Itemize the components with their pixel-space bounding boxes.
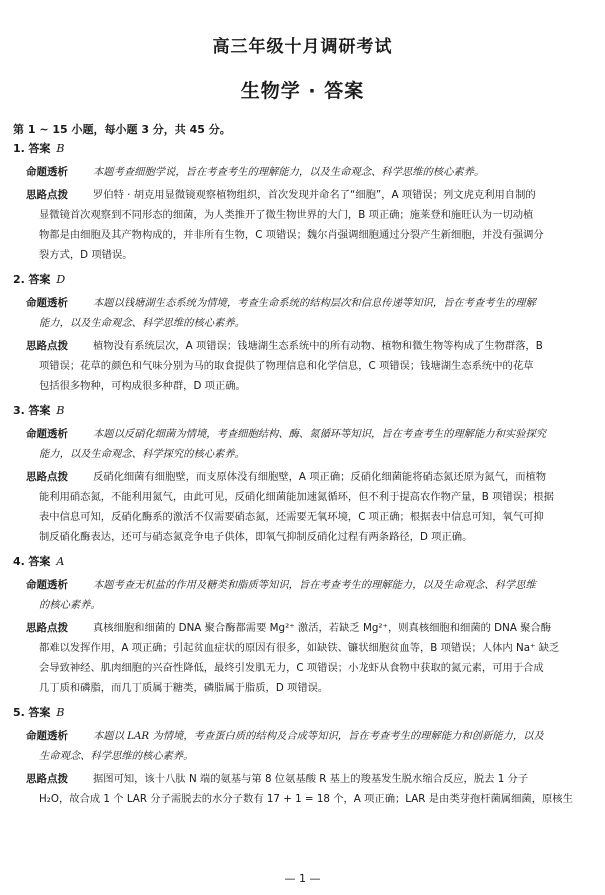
intent-paragraph [13, 575, 593, 615]
question-number: 5. [13, 706, 25, 719]
text-line: 本题考查细胞学说，旨在考查考生的理解能力，以及生命观念、科学思维的核心素养。 [93, 166, 485, 178]
answer-line [13, 402, 593, 420]
answer-label: 答案 [28, 404, 51, 417]
text-line: 据图可知，该十八肽 N 端的氨基与第 8 位氨基酸 R 基上的羧基发生脱水缩合反应，脱去 1 分子 [93, 773, 529, 785]
question-block [13, 553, 593, 698]
hint-paragraph-label: 思路点拨 [26, 189, 68, 201]
hint-paragraph [13, 336, 593, 396]
intent-paragraph [13, 726, 593, 766]
text-line: 物都是由细胞及其产物构成的，并非所有生物，C 项错误；魏尔肖强调细胞通过分裂产生新细胞，并没有强调分 [39, 229, 544, 241]
question-number: 3. [13, 404, 25, 417]
section-intro: 第 1 ~ 15 小题，每小题 3 分，共 45 分。 [13, 123, 231, 136]
hint-paragraph-label: 思路点拨 [26, 471, 68, 483]
text-line: 项错误；花草的颜色和气味分别为马的取食提供了物理信息和化学信息，C 项错误；钱塘湖生态系统中的花草 [39, 360, 534, 372]
intent-paragraph [13, 293, 593, 333]
text-line: 能力，以及生命观念、科学思维的核心素养。 [39, 317, 245, 329]
text-line: 包括很多物种，可构成很多种群，D 项正确。 [39, 380, 246, 392]
answer-choice: B [56, 706, 65, 719]
hint-paragraph-label: 思路点拨 [26, 622, 68, 634]
text-line: 真核细胞和细菌的 DNA 聚合酶都需要 Mg²⁺ 激活，若缺乏 Mg²⁺，则真核细胞和细菌的 DNA 聚合酶 [93, 622, 552, 634]
text-line: 能利用硝态氮，不能利用氮气，由此可见，反硝化细菌能加速氮循环，但不利于提高农作物产量，B 项错误；根据 [39, 491, 554, 503]
exam-title: 高三年级十月调研考试 [212, 37, 393, 57]
answer-label: 答案 [28, 706, 51, 719]
text-line: 显微镜首次观察到不同形态的细菌，为人类推开了微生物世界的大门，B 项正确；施莱登和施旺认为一切动植 [39, 209, 534, 221]
hint-paragraph [13, 185, 593, 265]
question-block [13, 140, 593, 265]
text-line: 都难以发挥作用，A 项正确；引起贫血症状的原因有很多，如缺铁、镰状细胞贫血等，B 项错误；人体内 Na⁺ 缺乏 [39, 642, 560, 654]
text-line: 生命观念、科学思维的核心素养。 [39, 750, 194, 762]
answer-label: 答案 [28, 555, 51, 568]
answer-line [13, 704, 593, 722]
intent-paragraph-text [86, 162, 593, 182]
intent-paragraph-label: 命题透析 [26, 297, 68, 309]
page-number: — 1 — [284, 872, 321, 885]
answer-line [13, 553, 593, 571]
answer-choice: B [56, 142, 65, 155]
hint-paragraph-label: 思路点拨 [26, 340, 68, 352]
question-number: 2. [13, 273, 25, 286]
intent-paragraph-label: 命题透析 [26, 579, 68, 591]
question-number: 1. [13, 142, 25, 155]
question-block [13, 271, 593, 396]
text-line: 会导致神经、肌肉细胞的兴奋性降低，最终引发肌无力，C 项错误；小龙虾从食物中获取的氮元素，可用于合成 [39, 662, 544, 674]
intent-paragraph [13, 162, 593, 182]
text-line: 几丁质和磷脂，而几丁质属于糖类，磷脂属于脂质，D 项错误。 [39, 682, 329, 694]
text-line: 本题以钱塘湖生态系统为情境，考查生命系统的结构层次和信息传递等知识，旨在考查考生的理解 [93, 297, 536, 309]
question-block [13, 402, 593, 547]
text-line: 能力，以及生命观念、科学探究的核心素养。 [39, 448, 245, 460]
question-block [13, 704, 593, 809]
question-number: 4. [13, 555, 25, 568]
answer-line [13, 140, 593, 158]
hint-paragraph [13, 618, 593, 698]
text-line: 制反硝化酶表达，还可与硝态氮竞争电子供体，即氧气抑制反硝化过程有两条路径，D 项正确。 [39, 531, 473, 543]
hint-paragraph-label: 思路点拨 [26, 773, 68, 785]
text-line: 植物没有系统层次，A 项错误；钱塘湖生态系统中的所有动物、植物和微生物等构成了生物群落，B [93, 340, 543, 352]
answer-choice: D [56, 273, 66, 286]
text-line: 裂方式，D 项错误。 [39, 249, 133, 261]
intent-paragraph-label: 命题透析 [26, 428, 68, 440]
text-line: 的核心素养。 [39, 599, 101, 611]
intent-paragraph [13, 424, 593, 464]
text-line: 罗伯特 · 胡克用显微镜观察植物组织，首次发现并命名了“细胞”，A 项错误；列文虎克利用自制的 [93, 189, 536, 201]
answer-choice: A [56, 555, 65, 568]
answer-label: 答案 [28, 273, 51, 286]
question-list [13, 140, 593, 809]
intent-paragraph-label: 命题透析 [26, 730, 68, 742]
text-line: 本题考查无机盐的作用及糖类和脂质等知识，旨在考查考生的理解能力，以及生命观念、科学思维 [93, 579, 536, 591]
text-line: 本题以反硝化细菌为情境，考查细胞结构、酶、氮循环等知识，旨在考查考生的理解能力和实验探究 [93, 428, 547, 440]
text-line: 反硝化细菌有细胞壁，而支原体没有细胞壁，A 项正确；反硝化细菌能将硝态氮还原为氮气，而植物 [93, 471, 547, 483]
answer-content [13, 121, 593, 815]
answer-choice: B [56, 404, 65, 417]
subject-title: 生物学 · 答案 [240, 80, 365, 102]
text-line: 表中信息可知，反硝化酶系的激活不仅需要硝态氮，还需要无氧环境，C 项正确；根据表中信息可知，氧气可抑 [39, 511, 544, 523]
hint-paragraph [13, 769, 593, 809]
intent-paragraph-label: 命题透析 [26, 166, 68, 178]
text-line: H₂O，故合成 1 个 LAR 分子需脱去的水分子数有 17 + 1 = 18 个，A 项正确；LAR 是由类芽孢杆菌属细菌，原核生 [39, 793, 573, 805]
answer-line [13, 271, 593, 289]
hint-paragraph [13, 467, 593, 547]
answer-label: 答案 [28, 142, 51, 155]
text-line: 本题以 LAR 为情境，考查蛋白质的结构及合成等知识，旨在考查考生的理解能力和创新能力，以及 [93, 730, 544, 742]
